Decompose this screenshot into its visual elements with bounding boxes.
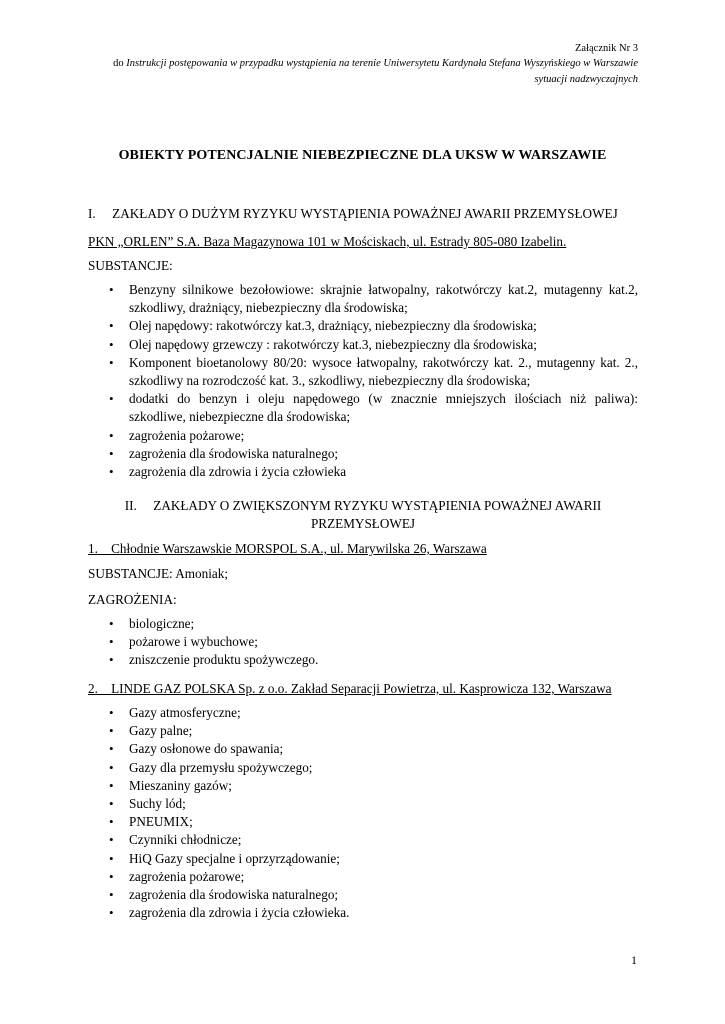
list-item: • Gazy atmosferyczne; — [109, 704, 638, 722]
list-item: • Olej napędowy: rakotwórczy kat.3, drażniący, niebezpieczny dla środowiska; — [109, 317, 638, 335]
list-item: • PNEUMIX; — [109, 813, 638, 831]
header-prefix: do — [113, 58, 127, 69]
list-item: • pożarowe i wybuchowe; — [109, 633, 638, 651]
header-instruction-line-2: sytuacji nadzwyczajnych — [534, 74, 638, 85]
list-item: • Suchy lód; — [109, 795, 638, 813]
page-title: OBIEKTY POTENCJALNIE NIEBEZPIECZNE DLA UKSW W WARSZAWIE — [118, 148, 607, 163]
facility1-name: Chłodnie Warszawskie MORSPOL S.A., ul. Marywilska 26, Warszawa — [111, 541, 487, 556]
list-item: • Olej napędowy grzewczy : rakotwórczy kat.3, niebezpieczny dla środowiska; — [109, 336, 638, 354]
list-item: • zagrożenia pożarowe; — [109, 427, 638, 445]
list-item: • zagrożenia dla zdrowia i życia człowieka — [109, 463, 638, 481]
section2-heading-line1: II. ZAKŁADY O ZWIĘKSZONYM RYZYKU WYSTĄPIENIA POWAŻNEJ AWARII — [124, 498, 602, 513]
section2-facility2 — [88, 680, 612, 698]
list-item: • Gazy palne; — [109, 722, 638, 740]
list-item: • Komponent bioetanolowy 80/20: wysoce łatwopalny, rakotwórczy kat. 2., mutagenny kat. 2., szkodliwy na rozrodczość kat. 3., szkodliwy, niebezpieczny dla środowiska; — [109, 354, 638, 390]
section1-substances-label: SUBSTANCJE: — [88, 258, 173, 273]
facility2-number: 2. — [88, 681, 98, 696]
list-item: • Czynniki chłodnicze; — [109, 831, 638, 849]
attachment-label: Załącznik Nr 3 — [575, 43, 638, 54]
section2-heading-line2: PRZEMYSŁOWEJ — [310, 516, 416, 531]
section1-substances-list — [109, 281, 638, 481]
header-instruction-line — [113, 56, 638, 71]
header-instruction-title: Instrukcji postępowania w przypadku wystąpienia na terenie Uniwersytetu Kardynała Stefana Wyszyńskiego w Warszawie — [126, 58, 638, 69]
section2-substances1: SUBSTANCJE: Amoniak; — [88, 566, 228, 581]
list-item: • zagrożenia dla środowiska naturalnego; — [109, 445, 638, 463]
list-item: • biologiczne; — [109, 615, 638, 633]
list-item: • Mieszaniny gazów; — [109, 777, 638, 795]
section2-hazards-list — [109, 615, 638, 670]
facility2-name: LINDE GAZ POLSKA Sp. z o.o. Zakład Separacji Powietrza, ul. Kasprowicza 132, Warszawa — [111, 681, 612, 696]
list-item: • zagrożenia dla zdrowia i życia człowieka. — [109, 904, 638, 922]
list-item: • Gazy osłonowe do spawania; — [109, 740, 638, 758]
facility1-number: 1. — [88, 541, 98, 556]
list-item: • dodatki do benzyn i oleju napędowego (w znacznie mniejszych ilościach niż paliwa): szkodliwe, niebezpieczne dla środowiska; — [109, 390, 638, 426]
list-item: • Benzyny silnikowe bezołowiowe: skrajnie łatwopalny, rakotwórczy kat.2, mutagenny kat.2, szkodliwy, drażniący, niebezpieczny dla środowiska; — [109, 281, 638, 317]
list-item: • zniszczenie produktu spożywczego. — [109, 651, 638, 669]
list-item: • HiQ Gazy specjalne i oprzyrządowanie; — [109, 850, 638, 868]
section2-facility1 — [88, 540, 487, 558]
section2-hazards-label: ZAGROŻENIA: — [88, 592, 177, 607]
list-item: • Gazy dla przemysłu spożywczego; — [109, 759, 638, 777]
list-item: • zagrożenia dla środowiska naturalnego; — [109, 886, 638, 904]
section1-facility: PKN „ORLEN” S.A. Baza Magazynowa 101 w Mościskach, ul. Estrady 805-080 Izabelin. — [88, 234, 567, 249]
page-number: 1 — [631, 953, 637, 967]
section2-facility2-list — [109, 704, 638, 922]
section1-heading: I. ZAKŁADY O DUŻYM RYZYKU WYSTĄPIENIA POWAŻNEJ AWARII PRZEMYSŁOWEJ — [88, 206, 618, 221]
list-item: • zagrożenia pożarowe; — [109, 868, 638, 886]
